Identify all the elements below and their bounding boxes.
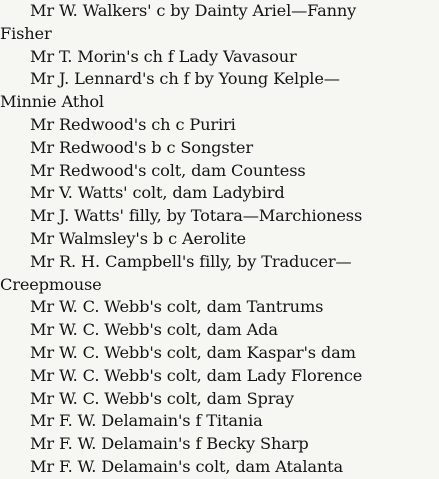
list-item: Mr Walmsley's b c Aerolite [30,228,246,248]
list-item: Mr Redwood's ch c Puriri [30,114,236,134]
list-item: Mr J. Lennard's ch f by Young Kelple— [30,69,340,89]
list-item: Mr F. W. Delamain's f Titania [30,411,263,431]
list-item: Mr W. C. Webb's colt, dam Tantrums [30,297,324,317]
list-item: Mr Redwood's colt, dam Countess [30,160,306,180]
list-item: Mr F. W. Delamain's f Becky Sharp [30,434,309,454]
list-item: Mr F. W. Delamain's colt, dam Atalanta [30,456,344,476]
list-item-continuation: Minnie Athol [0,92,104,112]
list-item: Mr J. Watts' filly, by Totara—Marchioness [30,206,363,226]
list-item-continuation: Fisher [0,23,52,43]
list-item: Mr W. C. Webb's colt, dam Kaspar's dam [30,342,356,362]
list-item: Mr R. H. Campbell's filly, by Traducer— [30,251,352,271]
list-item: Mr T. Morin's ch f Lady Vavasour [30,46,297,66]
list-item: Mr W. Walkers' c by Dainty Ariel—Fanny [30,1,357,20]
list-item: Mr Redwood's b c Songster [30,137,253,157]
list-item: Mr W. C. Webb's colt, dam Lady Florence [30,365,363,385]
list-item: Mr V. Watts' colt, dam Ladybird [30,183,285,203]
list-item: Mr W. C. Webb's colt, dam Spray [30,388,294,408]
list-item: Mr W. C. Webb's colt, dam Ada [30,320,278,340]
list-item-continuation: Creepmouse [0,274,102,294]
